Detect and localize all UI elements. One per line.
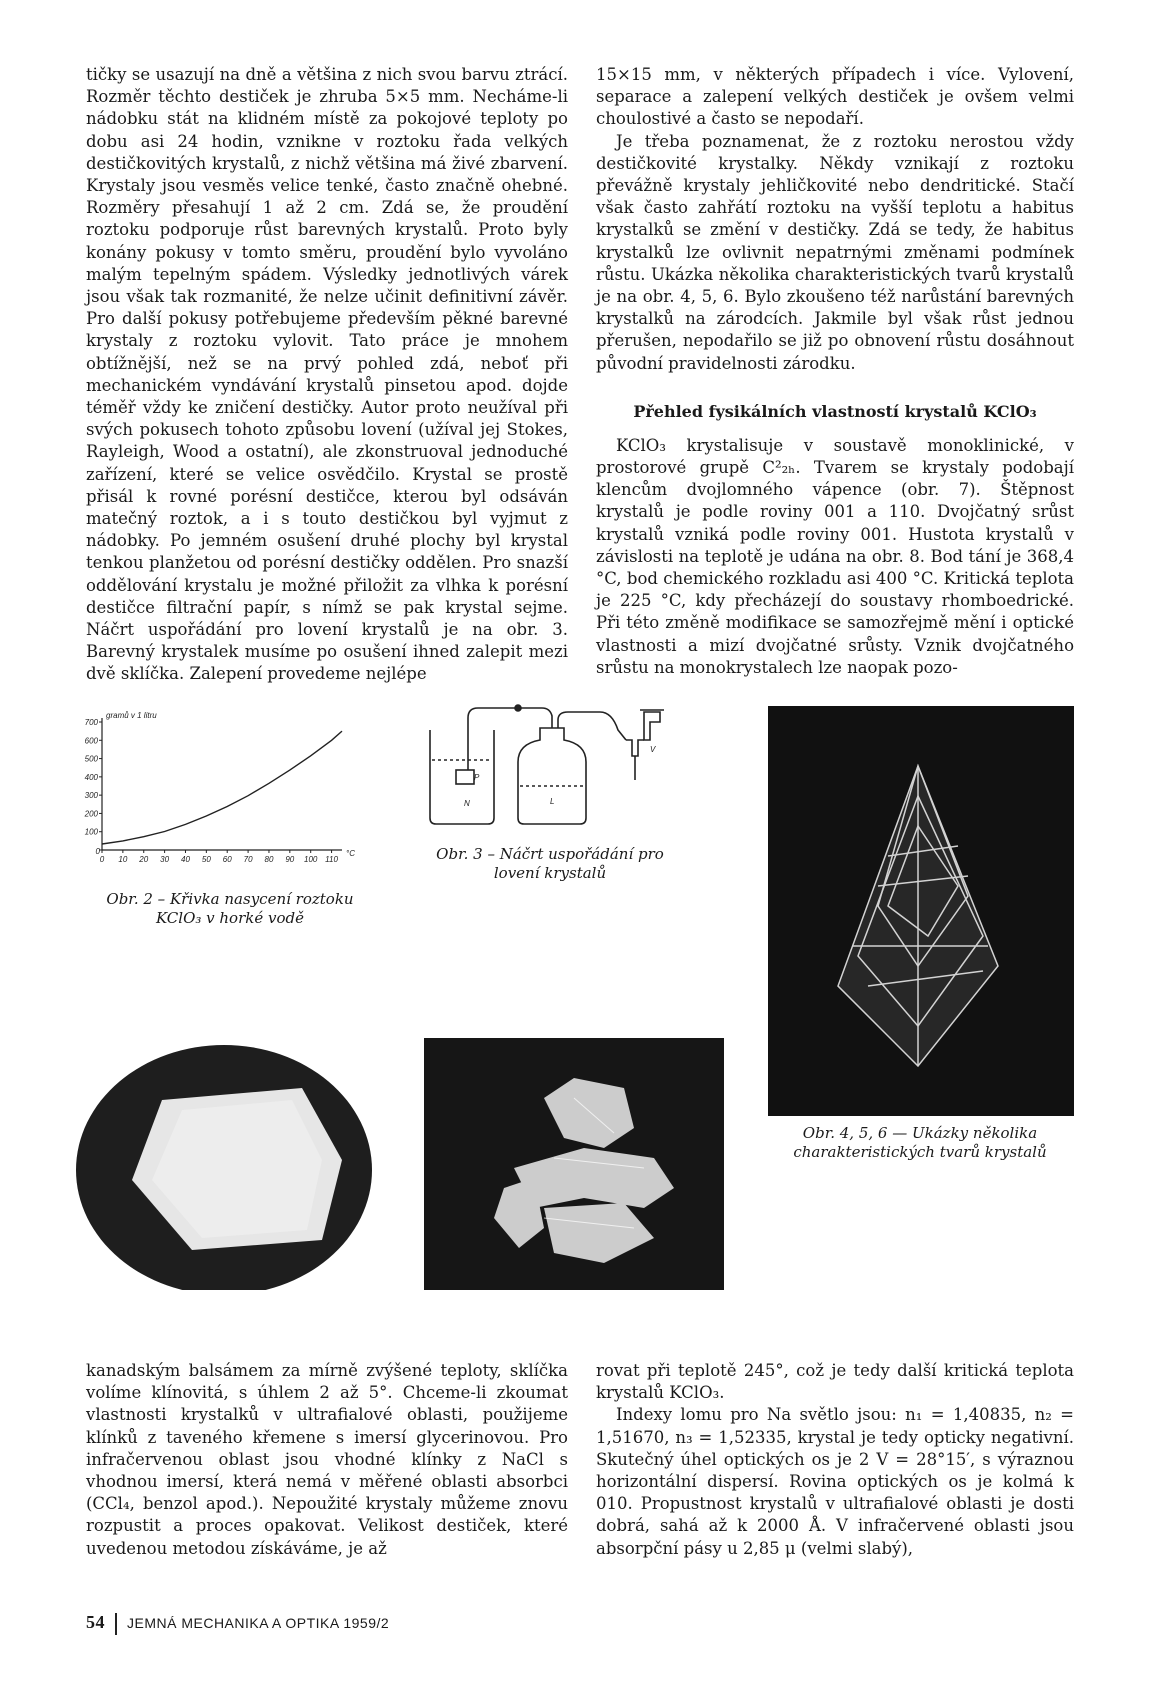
right-paragraph-3: KClO₃ krystalisuje v soustavě monoklinické, v prostorové grupě C²₂ₕ. Tvarem se krystaly podobají klencům dvojlomného vápence (obr. 7). Štěpnost krystalů je podle roviny 001 a 110. Dvojčatný srůst krystalů vzniká podle roviny 001. Hustota krystalů v závislosti na teplotě je udána na obr. 8. Bod tání je 368,4 °C, bod chemického rozkladu asi 400 °C. Kritická teplota je 225 °C, kdy přecházejí do soustavy rhomboedrické. Při této změně modifikace se samozřejmě mění i optické vlastnosti a mizí dvojčatné srůsty. Vznik dvojčatného srůstu na monokrystalech lze naopak pozo- [596, 435, 1074, 677]
faucet [644, 712, 660, 740]
x-tick-label: 90 [285, 855, 295, 864]
y-tick-label: 100 [84, 827, 98, 837]
x-axis-label: °C [346, 849, 355, 858]
x-tick-label: 0 [99, 855, 105, 864]
label-n: N [464, 799, 470, 808]
y-axis-label: gramů v 1 litru [106, 711, 157, 720]
x-tick-label: 40 [181, 855, 190, 864]
x-tick-label: 110 [325, 855, 338, 864]
x-tick-label: 70 [243, 855, 253, 864]
y-tick-label: 500 [84, 754, 98, 764]
right-paragraph-1: 15×15 mm, v některých případech i více. Vylovení, separace a zalepení velkých destiček je ovšem velmi choulostivé a často se nepodaří. [596, 65, 1074, 129]
page-number: 54 [86, 1612, 105, 1632]
y-tick-label: 200 [84, 809, 98, 819]
x-tick-label: 50 [201, 855, 211, 864]
left-column-bottom [86, 1360, 568, 1560]
x-tick-label: 80 [264, 855, 274, 864]
solubility-chart [82, 708, 372, 868]
crystal-photo-hexagon [72, 1040, 376, 1290]
y-tick-label: 300 [84, 791, 98, 801]
label-p: P [474, 773, 480, 782]
section-heading: Přehled fysikálních vlastností krystalů KClO₃ [633, 401, 1037, 421]
fig456-caption: Obr. 4, 5, 6 — Ukázky několika charakteristických tvarů krystalů [793, 1124, 1047, 1161]
crystal-photo-pyramid [768, 706, 1074, 1116]
beaker [430, 730, 494, 824]
right-column-bottom [596, 1360, 1074, 1560]
right-bottom-paragraph-1: rovat při teplotě 245°, což je tedy další kritická teplota krystalů KClO₃. [596, 1361, 1074, 1403]
left-column-top [86, 64, 568, 686]
label-l: L [550, 797, 555, 806]
journal-name: JEMNÁ MECHANIKA A OPTIKA 1959/2 [127, 1615, 390, 1631]
right-paragraph-2: Je třeba poznamenat, že z roztoku nerostou vždy destičkovité krystalky. Někdy vznikají z roztoku převážně krystaly jehličkovité nebo dendritické. Stačí však často zahřátí roztoku na vyšší teplotu a habitus krystalků se změní v destičky. Zdá se tedy, že habitus krystalků lze ovlivnit nepatrnými změnami podmínek růstu. Ukázka několika charakteristických tvarů krystalů je na obr. 4, 5, 6. Bylo zkoušeno též narůstání barevných krystalků na zárodcích. Jakmile byl však růst jednou přerušen, nepodařilo se již po obnovení růstu dosáhnout původní pravidelnosti zárodku. [596, 131, 1074, 373]
origin-label: 0 [95, 847, 100, 856]
x-tick-label: 100 [304, 855, 318, 864]
fig3-caption: Obr. 3 – Náčrt uspořádání pro lovení krystalů [436, 845, 664, 882]
x-tick-label: 60 [222, 855, 232, 864]
page-footer [86, 1612, 389, 1635]
x-tick-label: 10 [118, 855, 128, 864]
x-tick-label: 30 [160, 855, 170, 864]
fig2-caption: Obr. 2 – Křivka nasycení roztoku KClO₃ v horké vodě [106, 890, 354, 927]
left-paragraph: tičky se usazují na dně a většina z nich svou barvu ztrácí. Rozměr těchto destiček je zhruba 5×5 mm. Necháme-li nádobku stát na klidném místě za pokojové teploty po dobu asi 24 hodin, vznikne v roztoku řada velkých destičkovitých krystalů, z nichž většina má živé zbarvení. Krystaly jsou vesměs velice tenké, často značně ohebné. Rozměry přesahují 1 až 2 cm. Zdá se, že proudění roztoku podporuje růst barevných krystalů. Proto byly konány pokusy v tomto směru, proudění bylo vyvoláno malým tepelným spádem. Výsledky jednotlivých várek jsou však tak rozmanité, že nelze učinit definitivní závěr. Pro další pokusy potřebujeme především pěkné barevné krystaly z roztoku vylovit. Tato práce je mnohem obtížnější, než se na prvý pohled zdá, neboť při mechanickém vyndávání krystalů pinsetou apod. dojde téměř vždy ke zničení destičky. Autor proto neužíval při svých pokusech tohoto způsobu lovení (užíval jej Stokes, Rayleigh, Wood a ostatní), ale zkonstruoval jednoduché zařízení, které se velice osvědčilo. Krystal se prostě přisál k rovné porésní destičce, kterou byl odsáván matečný roztok, a i s touto destičkou byl vyjmut z nádobky. Po jemném osušení druhé plochy byl krystal tenkou planžetou od porésní destičky oddělen. Pro snazší oddělování krystalu je možné přiložit za vlhka k porésní destičce filtrační papír, s nímž se pak krystal sejme. Náčrt uspořádání pro lovení krystalů je na obr. 3. Barevný krystalek musíme po osušení ihned zalepit mezi dvě sklíčka. Zalepení provedeme nejlépe [86, 65, 568, 684]
bottle [518, 728, 586, 824]
label-v: V [650, 745, 656, 754]
y-tick-label: 700 [84, 718, 98, 727]
right-column-top [596, 64, 1074, 679]
footer-divider [115, 1613, 117, 1635]
left-bottom-paragraph: kanadským balsámem za mírně zvýšené teploty, sklíčka volíme klínovitá, s úhlem 2 až 5°. Chceme-li zkoumat vlastnosti krystalků v ultrafialové oblasti, použijeme klínků z taveného křemene s imersí glycerinovou. Pro infračervenou oblast jsou vhodné klínky z NaCl s vhodnou imersí, která nemá v měřené oblasti absorbci (CCl₄, benzol apod.). Nepoužité krystaly můžeme znovu rozpustit a proces opakovat. Velikost destiček, které uvedenou metodou získáváme, je až [86, 1361, 568, 1558]
right-bottom-paragraph-2: Indexy lomu pro Na světlo jsou: n₁ = 1,40835, n₂ = 1,51670, n₃ = 1,52335, krystal je tedy opticky negativní. Skutečný úhel optických os je 2 V = 28°15′, s výraznou horizontální dispersí. Rovina optických os je kolmá k 010. Propustnost krystalů v ultrafialové oblasti je dosti dobrá, sahá až k 2000 Å. V infračervené oblasti jsou absorpční pásy u 2,85 μ (velmi slabý), [596, 1405, 1074, 1558]
crystal-photo-cluster [424, 1038, 724, 1290]
y-tick-label: 600 [84, 736, 98, 746]
y-tick-label: 400 [84, 772, 98, 782]
apparatus-sketch [422, 700, 692, 830]
x-tick-label: 20 [139, 855, 149, 864]
solubility-curve [102, 731, 342, 844]
